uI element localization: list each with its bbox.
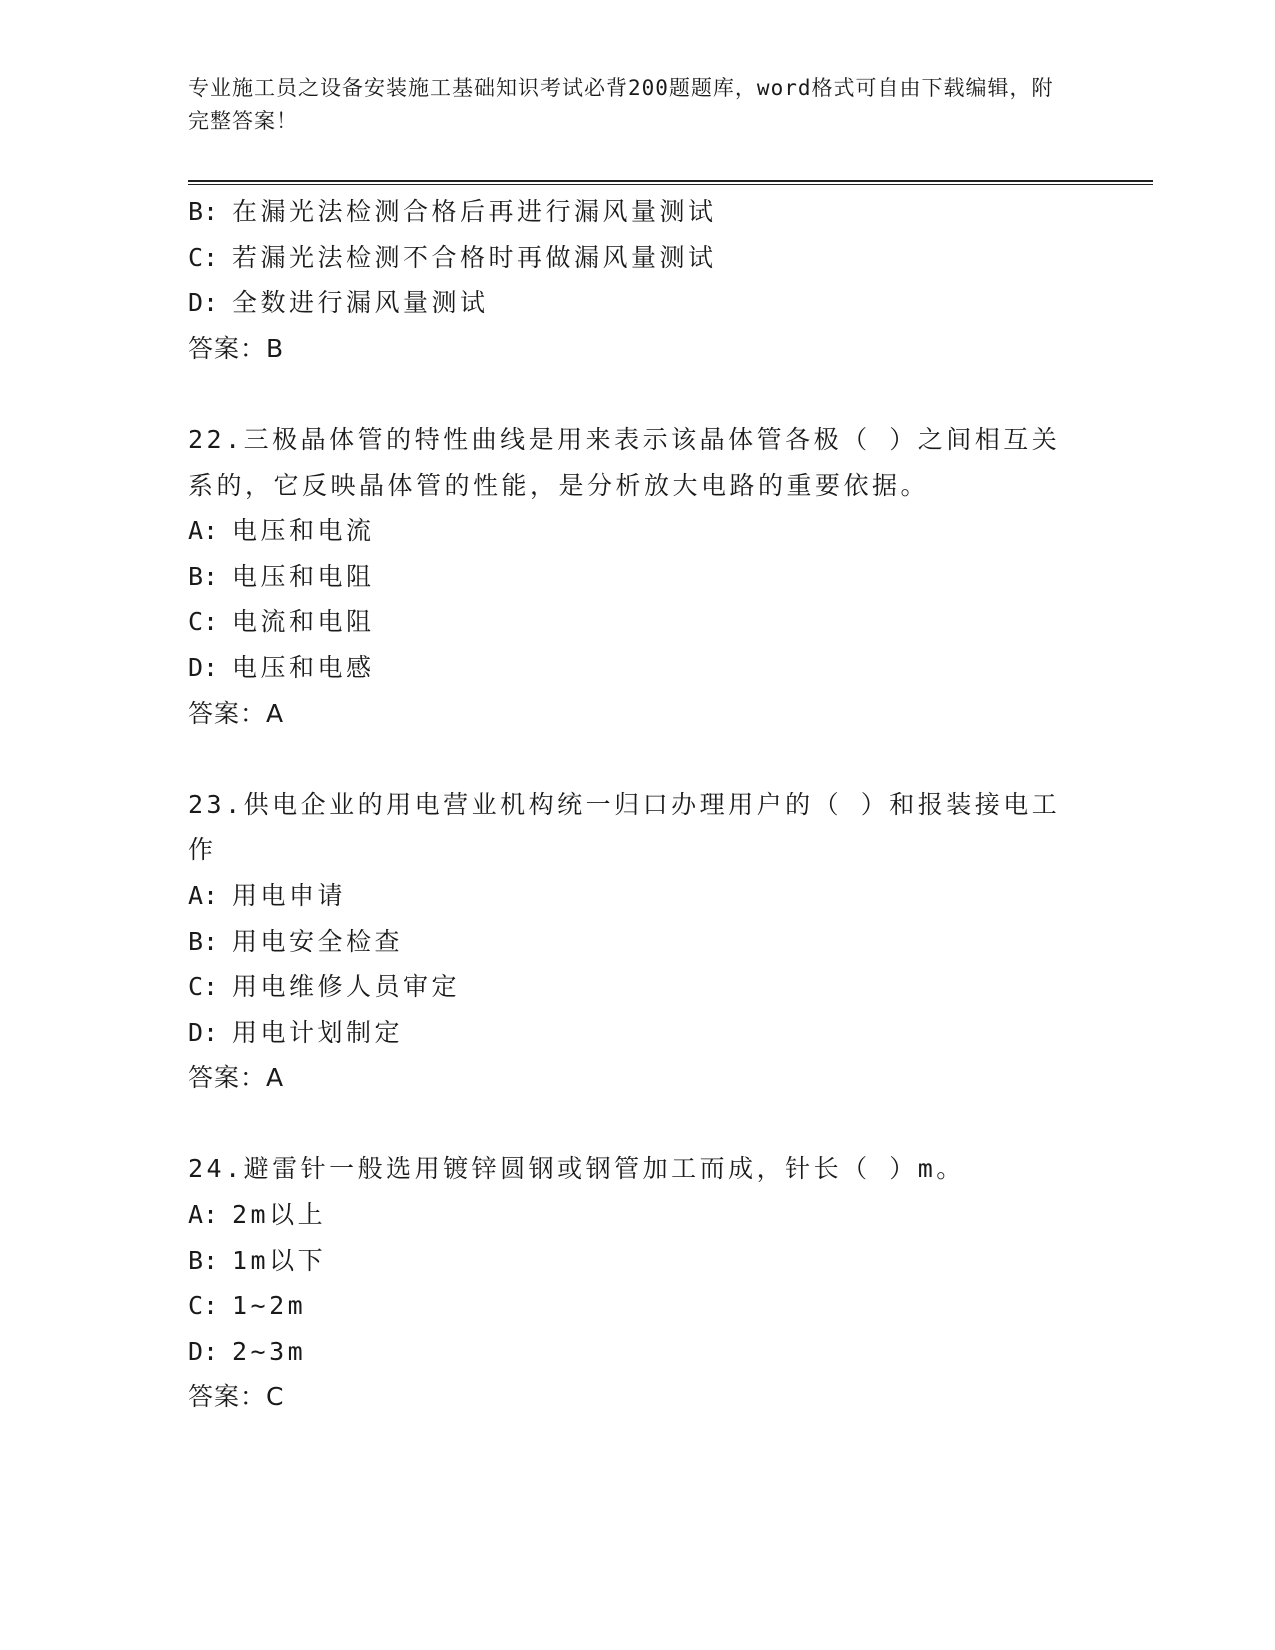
option-b [188,554,1068,600]
question-22 [188,417,1068,736]
option-label: C: [188,607,219,637]
option-label: C: [188,1291,219,1321]
option-text: 全数进行漏风量测试 [232,288,489,318]
spacer [188,1101,1068,1147]
option-text: 电流和电阻 [232,607,375,637]
option-c [188,235,1068,281]
answer-line: 答案：A [188,698,285,728]
option-label: C: [188,242,219,272]
option-text: 用电申请 [232,880,347,910]
option-b [188,189,1068,235]
option-label: C: [188,972,219,1002]
option-text: 2m以上 [232,1200,327,1230]
option-a [188,873,1068,919]
option-text: 用电计划制定 [232,1017,404,1047]
option-label: D: [188,1017,219,1047]
option-label: B: [188,926,219,956]
question-text: 23.供电企业的用电营业机构统一归口办理用户的（ ）和报装接电工作 [188,789,1061,865]
option-d [188,280,1068,326]
option-label: A: [188,516,219,546]
option-c [188,599,1068,645]
option-text: 用电安全检查 [232,926,404,956]
option-d [188,1329,1068,1375]
option-c [188,1283,1068,1329]
question-24 [188,1146,1068,1420]
option-text: 电压和电流 [232,516,375,546]
option-text: 2~3m [232,1336,307,1366]
option-label: D: [188,652,219,682]
option-text: 1~2m [232,1291,307,1321]
spacer [188,736,1068,782]
option-label: A: [188,880,219,910]
option-text: 用电维修人员审定 [232,972,461,1002]
option-text: 若漏光法检测不合格时再做漏风量测试 [232,242,717,272]
option-label: D: [188,1336,219,1366]
answer-line: 答案：B [188,333,285,363]
spacer [188,371,1068,417]
option-a [188,508,1068,554]
answer-line: 答案：A [188,1063,285,1093]
option-d [188,645,1068,691]
option-text: 在漏光法检测合格后再进行漏风量测试 [232,197,717,226]
option-label: A: [188,1200,219,1230]
option-text: 电压和电感 [232,652,375,682]
option-label: D: [188,288,219,318]
option-a [188,1192,1068,1238]
option-label: B: [188,197,219,226]
header-divider-thin [188,184,1153,185]
option-label: B: [188,561,219,591]
answer-line: 答案：C [188,1382,285,1412]
document-header: 专业施工员之设备安装施工基础知识考试必背200题题库，word格式可自由下载编辑，附完整答案！ [188,76,1054,133]
header-divider-thick [188,180,1153,182]
option-c [188,964,1068,1010]
option-text: 1m以下 [232,1245,327,1275]
option-b [188,1238,1068,1284]
question-23 [188,782,1068,1101]
option-text: 电压和电阻 [232,561,375,591]
option-d [188,1010,1068,1056]
option-b [188,919,1068,965]
option-label: B: [188,1245,219,1275]
question-text: 22.三极晶体管的特性曲线是用来表示该晶体管各极（ ）之间相互关系的，它反映晶体管的性能，是分析放大电路的重要依据。 [188,424,1061,500]
question-content [188,189,1068,1420]
previous-question-tail [188,189,1068,371]
question-text: 24.避雷针一般选用镀锌圆钢或钢管加工而成，针长（ ）m。 [188,1154,965,1184]
